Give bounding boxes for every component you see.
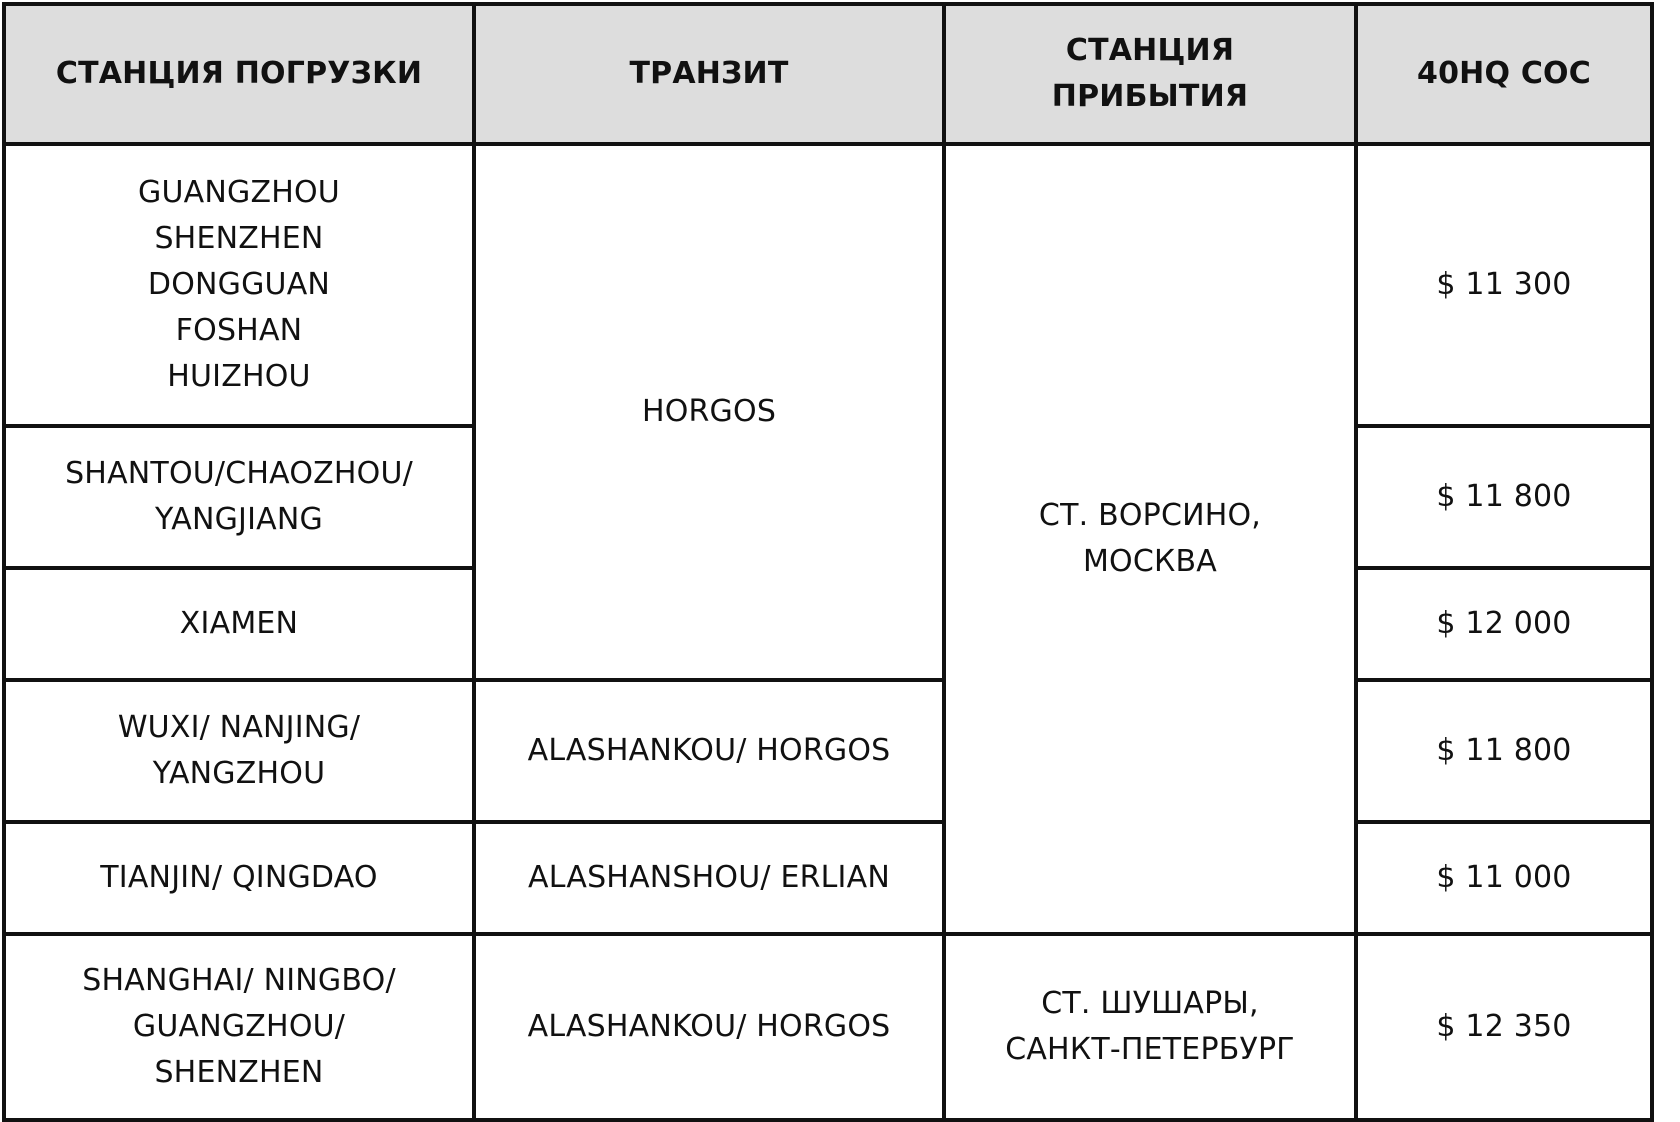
loading-station-cell — [4, 568, 474, 680]
loading-station-line: HUIZHOU — [167, 359, 311, 394]
loading-station-line: DONGGUAN — [147, 267, 331, 302]
loading-station-cell — [4, 934, 474, 1120]
transit-cell: ALASHANSHOU/ ERLIAN — [474, 822, 944, 934]
price-cell: $ 11 800 — [1356, 426, 1652, 568]
loading-station-line: YANGJIANG — [155, 502, 323, 537]
loading-station-line: SHANGHAI/ NINGBO/ — [82, 963, 396, 998]
table-row — [4, 934, 1652, 1120]
header-arrival-line: СТАНЦИЯ — [1065, 33, 1235, 68]
rate-table — [2, 2, 1654, 1122]
price-cell: $ 12 000 — [1356, 568, 1652, 680]
price-cell: $ 11 800 — [1356, 680, 1652, 822]
arrival-station-line: СТ. ВОРСИНО, — [1038, 498, 1262, 533]
header-transit: ТРАНЗИТ — [474, 4, 944, 144]
arrival-station-line: САНКТ-ПЕТЕРБУРГ — [1005, 1032, 1295, 1067]
price-cell: $ 11 300 — [1356, 144, 1652, 426]
table-row — [4, 822, 1652, 934]
loading-station-line: SHANTOU/CHAOZHOU/ — [65, 456, 413, 491]
loading-station-line: GUANGZHOU/ — [132, 1009, 346, 1044]
loading-station-line: XIAMEN — [179, 606, 299, 641]
loading-station-line: YANGZHOU — [152, 756, 326, 791]
arrival-station-line: МОСКВА — [1082, 544, 1218, 579]
transit-cell-merged: HORGOS — [474, 144, 944, 680]
loading-station-line: SHENZHEN — [154, 221, 324, 256]
loading-station-line: GUANGZHOU — [138, 175, 340, 210]
table-row — [4, 680, 1652, 822]
arrival-station-cell-merged — [944, 144, 1356, 934]
loading-station-line: FOSHAN — [175, 313, 303, 348]
loading-station-cell — [4, 426, 474, 568]
arrival-station-line: СТ. ШУШАРЫ, — [1041, 986, 1259, 1021]
header-arrival-station — [944, 4, 1356, 144]
loading-station-cell — [4, 680, 474, 822]
loading-station-cell — [4, 144, 474, 426]
loading-station-cell — [4, 822, 474, 934]
loading-station-line: TIANJIN/ QINGDAO — [100, 860, 378, 895]
header-row — [4, 4, 1652, 144]
arrival-station-cell — [944, 934, 1356, 1120]
price-cell: $ 12 350 — [1356, 934, 1652, 1120]
transit-cell: ALASHANKOU/ HORGOS — [474, 934, 944, 1120]
loading-station-line: SHENZHEN — [154, 1055, 324, 1090]
price-cell: $ 11 000 — [1356, 822, 1652, 934]
loading-station-line: WUXI/ NANJING/ — [117, 710, 361, 745]
header-loading-station: СТАНЦИЯ ПОГРУЗКИ — [4, 4, 474, 144]
table-row — [4, 144, 1652, 426]
transit-cell: ALASHANKOU/ HORGOS — [474, 680, 944, 822]
header-arrival-line: ПРИБЫТИЯ — [1051, 79, 1249, 114]
header-price: 40HQ COC — [1356, 4, 1652, 144]
